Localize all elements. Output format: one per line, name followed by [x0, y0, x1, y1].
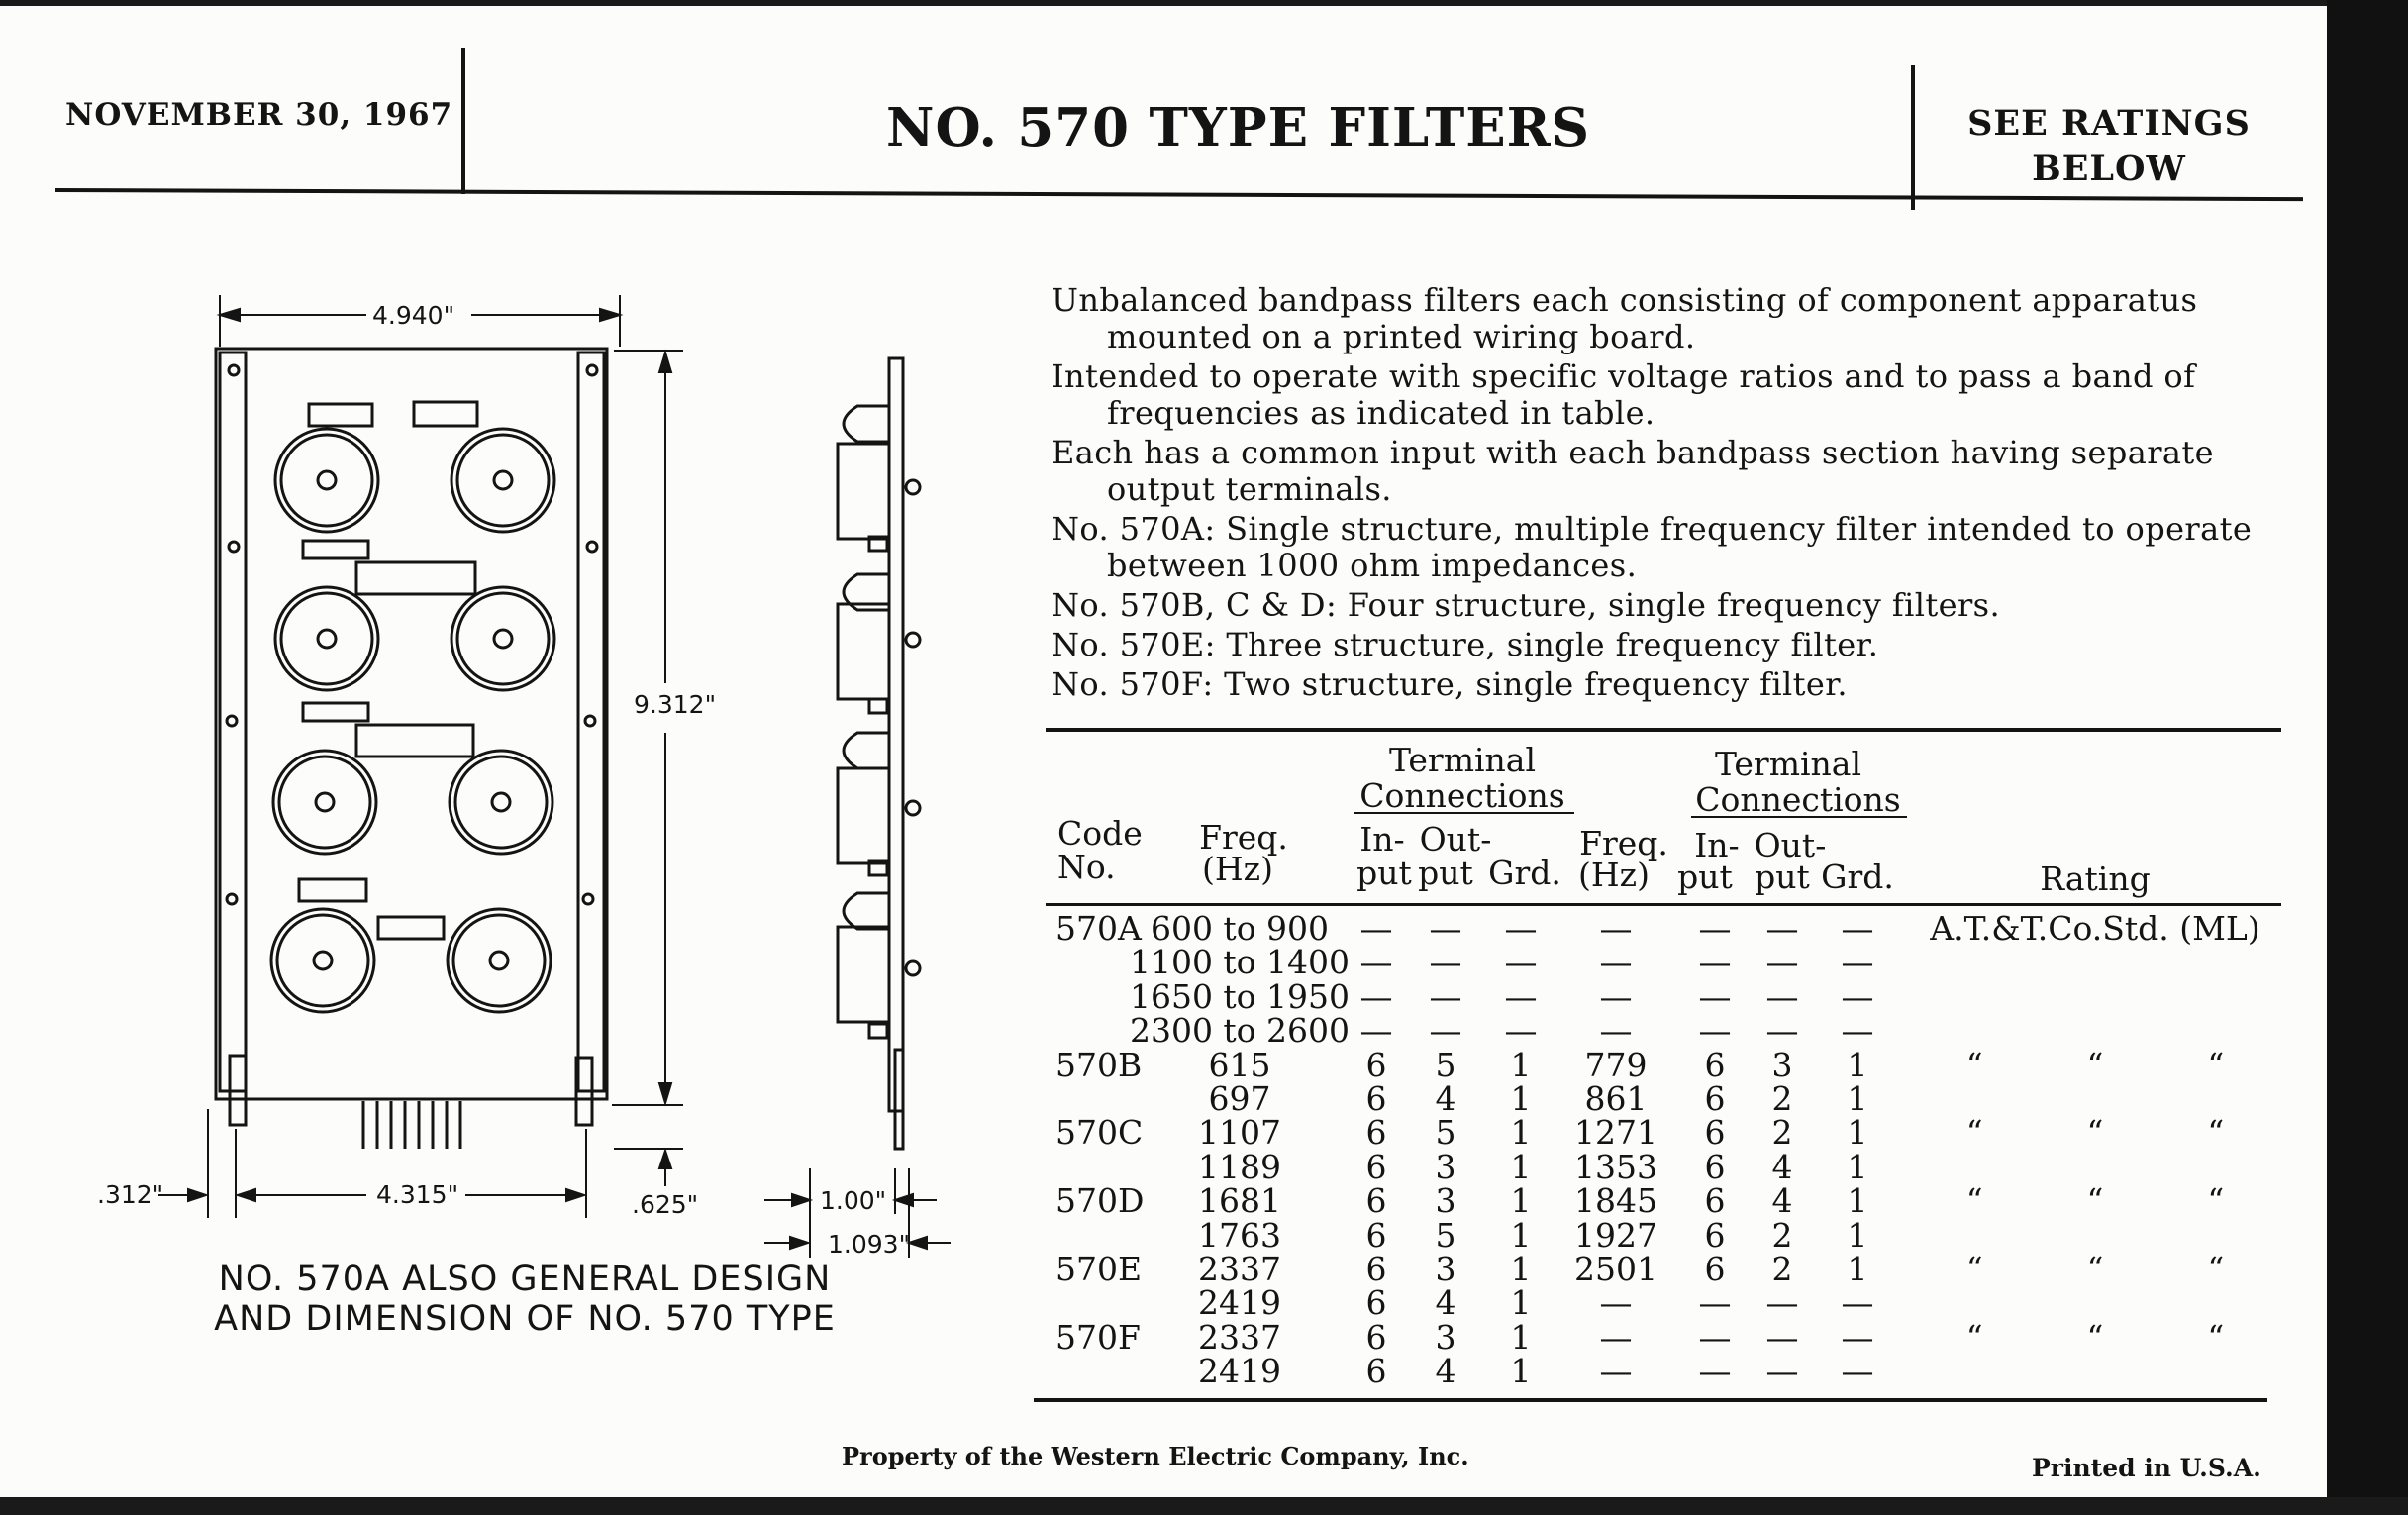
- table-cell-i1: —: [1359, 976, 1393, 1016]
- table-cell-i2: 6: [1704, 1079, 1726, 1118]
- table-cell-o2: 2: [1771, 1079, 1793, 1118]
- table-cell-f1: 2419: [1198, 1283, 1281, 1323]
- header-freq: Freq.: [1199, 818, 1288, 857]
- caption-line-2: AND DIMENSION OF NO. 570 TYPE: [214, 1299, 836, 1339]
- table-cell-f1: 697: [1208, 1079, 1271, 1118]
- table-cell-rating: A.T.&T.Co.Std. (ML): [1930, 909, 2260, 948]
- header-terminal-connections: Terminal: [1388, 741, 1537, 779]
- table-cell-o1: 3: [1435, 1250, 1456, 1288]
- table-cell-o2: —: [1765, 909, 1799, 948]
- side-view: [838, 358, 920, 1149]
- table-cell-rating: “ “ “: [1965, 1250, 2225, 1288]
- table-cell-f2: —: [1599, 1283, 1633, 1323]
- table-cell-o1: —: [1429, 976, 1462, 1016]
- issue-date: NOVEMBER 30, 1967: [65, 97, 453, 133]
- table-cell-i1: 6: [1365, 1250, 1387, 1288]
- table-cell-g1: —: [1504, 976, 1538, 1016]
- header-input: In-: [1359, 820, 1405, 858]
- table-cell-f2: 1353: [1574, 1147, 1657, 1186]
- table-cell-o2: —: [1765, 943, 1799, 982]
- table-cell-g2: —: [1841, 1283, 1874, 1323]
- header-terminal-connections: Connections: [1359, 776, 1565, 815]
- resistor-block: [299, 879, 366, 901]
- table-cell-f2: —: [1599, 943, 1633, 982]
- table-cell-g2: 1: [1847, 1181, 1868, 1221]
- table-cell-i1: 6: [1365, 1147, 1387, 1186]
- header-output: Out-: [1419, 820, 1492, 858]
- table-cell-rating: “ “ “: [1965, 1045, 2225, 1084]
- table-cell-f2: —: [1599, 1011, 1633, 1051]
- table-cell-i1: 6: [1365, 1352, 1387, 1391]
- description-line-continued: between 1000 ohm impedances.: [1107, 547, 1638, 584]
- table-cell-g1: 1: [1510, 1215, 1532, 1255]
- table-cell-o1: 5: [1435, 1113, 1456, 1153]
- description-line: No. 570B, C & D: Four structure, single frequency filters.: [1052, 586, 2001, 624]
- header-output: put: [1418, 854, 1473, 892]
- table-cell-i2: 6: [1704, 1215, 1726, 1255]
- header-input: put: [1677, 858, 1733, 896]
- header-ground: Grd.: [1821, 858, 1894, 896]
- table-cell-g1: 1: [1510, 1147, 1532, 1186]
- table-cell-i2: —: [1698, 1317, 1732, 1357]
- table-cell-o2: —: [1765, 976, 1799, 1016]
- table-cell-i2: —: [1698, 1283, 1732, 1323]
- table-cell-f1: 2337: [1198, 1250, 1281, 1288]
- table-cell-g2: 1: [1847, 1079, 1868, 1118]
- table-cell-i1: —: [1359, 909, 1393, 948]
- table-cell-f2: 2501: [1574, 1250, 1657, 1288]
- caption-line-1: NO. 570A ALSO GENERAL DESIGN: [218, 1260, 832, 1299]
- table-cell-i2: —: [1698, 909, 1732, 948]
- table-cell-code: 570E: [1055, 1250, 1143, 1288]
- description-line: Unbalanced bandpass filters each consisting of component apparatus: [1052, 281, 2198, 319]
- table-cell-o1: 3: [1435, 1147, 1456, 1186]
- table-cell-i1: 6: [1365, 1215, 1387, 1255]
- table-cell-f1: 600 to 900: [1150, 909, 1330, 948]
- board-left-rail: [220, 353, 246, 1091]
- table-cell-f1: 615: [1208, 1045, 1271, 1084]
- dim-width-bottom: 4.315": [376, 1180, 459, 1209]
- table-cell-g1: 1: [1510, 1352, 1532, 1391]
- table-cell-o1: 4: [1435, 1283, 1456, 1323]
- header-input: In-: [1694, 826, 1740, 864]
- table-cell-f1: 1650 to 1950: [1129, 976, 1351, 1016]
- table-cell-i2: —: [1698, 976, 1732, 1016]
- table-cell-g2: —: [1841, 909, 1874, 948]
- table-cell-o1: 3: [1435, 1181, 1456, 1221]
- table-cell-g2: —: [1841, 1352, 1874, 1391]
- table-cell-g1: 1: [1510, 1283, 1532, 1323]
- description-line: Each has a common input with each bandpass section having separate: [1052, 434, 2214, 471]
- table-cell-i1: 6: [1365, 1283, 1387, 1323]
- resistor-block: [303, 541, 368, 558]
- table-cell-f2: —: [1599, 1352, 1633, 1391]
- table-cell-i1: 6: [1365, 1045, 1387, 1084]
- table-cell-rating: “ “ “: [1965, 1113, 2225, 1153]
- header-input: put: [1356, 854, 1412, 892]
- table-cell-i1: 6: [1365, 1113, 1387, 1153]
- table-cell-g2: 1: [1847, 1113, 1868, 1153]
- description-line-continued: mounted on a printed wiring board.: [1107, 318, 1696, 355]
- header-freq: Freq.: [1579, 824, 1668, 862]
- table-cell-g1: 1: [1510, 1045, 1532, 1084]
- dim-side-2: 1.093": [828, 1230, 911, 1259]
- table-cell-i1: —: [1359, 943, 1393, 982]
- table-cell-i2: 6: [1704, 1045, 1726, 1084]
- table-cell-g1: —: [1504, 1011, 1538, 1051]
- table-cell-f2: —: [1599, 1317, 1633, 1357]
- ratings-note-line-2: BELOW: [2032, 149, 2186, 189]
- table-cell-o1: 3: [1435, 1317, 1456, 1357]
- table-cell-rating: “ “ “: [1965, 1317, 2225, 1357]
- resistor-block: [309, 404, 372, 426]
- description-line-continued: output terminals.: [1107, 470, 1392, 508]
- header-terminal-connections: Connections: [1695, 780, 1901, 819]
- description-line: No. 570E: Three structure, single frequency filter.: [1052, 626, 1879, 663]
- table-cell-f1: 1100 to 1400: [1129, 943, 1351, 982]
- table-cell-o2: 2: [1771, 1250, 1793, 1288]
- table-cell-o2: 2: [1771, 1113, 1793, 1153]
- resistor-block: [414, 402, 477, 426]
- table-cell-code: 570D: [1055, 1181, 1145, 1221]
- table-cell-o1: 5: [1435, 1215, 1456, 1255]
- table-cell-i1: 6: [1365, 1079, 1387, 1118]
- table-cell-i1: 6: [1365, 1317, 1387, 1357]
- table-cell-g2: 1: [1847, 1045, 1868, 1084]
- header-output: Out-: [1754, 826, 1827, 864]
- footer-printed: Printed in U.S.A.: [2032, 1454, 2261, 1482]
- dim-width-top: 4.940": [372, 301, 455, 330]
- table-cell-f2: 861: [1584, 1079, 1648, 1118]
- description-line-continued: frequencies as indicated in table.: [1107, 394, 1656, 432]
- table-cell-f2: —: [1599, 909, 1633, 948]
- dim-pin: .625": [632, 1190, 699, 1219]
- table-cell-o2: —: [1765, 1352, 1799, 1391]
- description-line: Intended to operate with specific voltage ratios and to pass a band of: [1052, 357, 2196, 395]
- table-cell-g2: —: [1841, 1317, 1874, 1357]
- table-cell-o2: 2: [1771, 1215, 1793, 1255]
- table-cell-g2: —: [1841, 976, 1874, 1016]
- board-right-rail: [578, 353, 604, 1091]
- table-cell-i2: —: [1698, 943, 1732, 982]
- dim-height: 9.312": [634, 690, 717, 719]
- table-cell-o1: 5: [1435, 1045, 1456, 1084]
- resistor-block: [356, 725, 473, 757]
- table-cell-f1: 1681: [1198, 1181, 1281, 1221]
- table-cell-o1: —: [1429, 943, 1462, 982]
- table-cell-o1: 4: [1435, 1079, 1456, 1118]
- table-cell-o2: 4: [1771, 1147, 1793, 1186]
- table-cell-f1: 1763: [1198, 1215, 1281, 1255]
- table-cell-i2: 6: [1704, 1147, 1726, 1186]
- table-cell-o2: 3: [1771, 1045, 1793, 1084]
- drawing-caption: [198, 1260, 852, 1339]
- header-code: Code: [1057, 814, 1143, 853]
- table-cell-o1: —: [1429, 909, 1462, 948]
- table-cell-f1: 2419: [1198, 1352, 1281, 1391]
- table-cell-i1: —: [1359, 1011, 1393, 1051]
- table-cell-i2: 6: [1704, 1113, 1726, 1153]
- table-cell-f1: 2337: [1198, 1317, 1281, 1357]
- dim-side-1: 1.00": [820, 1186, 887, 1215]
- table-cell-code: 570C: [1055, 1113, 1144, 1153]
- description-line: No. 570A: Single structure, multiple frequency filter intended to operate: [1052, 510, 2253, 548]
- resistor-block: [303, 703, 368, 721]
- table-cell-code: 570B: [1055, 1045, 1143, 1084]
- table-cell-code: 570A: [1055, 909, 1142, 948]
- table-cell-code: 570F: [1055, 1317, 1141, 1357]
- header-terminal-connections: Terminal: [1714, 745, 1862, 783]
- table-cell-g1: 1: [1510, 1317, 1532, 1357]
- resistor-block: [356, 562, 475, 594]
- table-cell-g1: —: [1504, 943, 1538, 982]
- table-cell-o2: 4: [1771, 1181, 1793, 1221]
- table-cell-f2: 1845: [1574, 1181, 1657, 1221]
- table-cell-i2: 6: [1704, 1250, 1726, 1288]
- table-cell-f2: 779: [1584, 1045, 1648, 1084]
- table-cell-g2: 1: [1847, 1215, 1868, 1255]
- resistor-block: [378, 917, 444, 939]
- table-cell-o2: —: [1765, 1317, 1799, 1357]
- table-cell-rating: “ “ “: [1965, 1181, 2225, 1221]
- dim-offset: .312": [97, 1180, 164, 1209]
- table-cell-g2: 1: [1847, 1250, 1868, 1288]
- header-output: put: [1755, 858, 1810, 896]
- table-cell-f1: 2300 to 2600: [1129, 1011, 1351, 1051]
- page-title: NO. 570 TYPE FILTERS: [886, 97, 1590, 158]
- table-cell-f1: 1189: [1198, 1147, 1281, 1186]
- table-cell-i2: 6: [1704, 1181, 1726, 1221]
- table-cell-o1: —: [1429, 1011, 1462, 1051]
- table-cell-g1: 1: [1510, 1250, 1532, 1288]
- footer-ownership: Property of the Western Electric Company, Inc.: [842, 1442, 1469, 1470]
- table-cell-g1: 1: [1510, 1079, 1532, 1118]
- table-cell-o1: 4: [1435, 1352, 1456, 1391]
- header-rating: Rating: [2040, 859, 2151, 898]
- ratings-note-line-1: SEE RATINGS: [1967, 103, 2251, 144]
- table-cell-i2: —: [1698, 1011, 1732, 1051]
- table-cell-o2: —: [1765, 1283, 1799, 1323]
- table-cell-i1: 6: [1365, 1181, 1387, 1221]
- table-cell-f2: 1271: [1574, 1113, 1657, 1153]
- description-line: No. 570F: Two structure, single frequency filter.: [1052, 665, 1848, 703]
- table-cell-i2: —: [1698, 1352, 1732, 1391]
- header-freq: (Hz): [1578, 856, 1650, 894]
- table-cell-f2: 1927: [1574, 1215, 1657, 1255]
- table-cell-g1: 1: [1510, 1113, 1532, 1153]
- table-cell-g2: 1: [1847, 1147, 1868, 1186]
- table-cell-g1: 1: [1510, 1181, 1532, 1221]
- table-cell-g1: —: [1504, 909, 1538, 948]
- table-cell-g2: —: [1841, 943, 1874, 982]
- table-cell-f2: —: [1599, 976, 1633, 1016]
- table-cell-g2: —: [1841, 1011, 1874, 1051]
- table-cell-f1: 1107: [1198, 1113, 1281, 1153]
- table-cell-o2: —: [1765, 1011, 1799, 1051]
- header-code: No.: [1057, 848, 1116, 886]
- header-freq: (Hz): [1202, 850, 1273, 888]
- header-ground: Grd.: [1488, 854, 1561, 892]
